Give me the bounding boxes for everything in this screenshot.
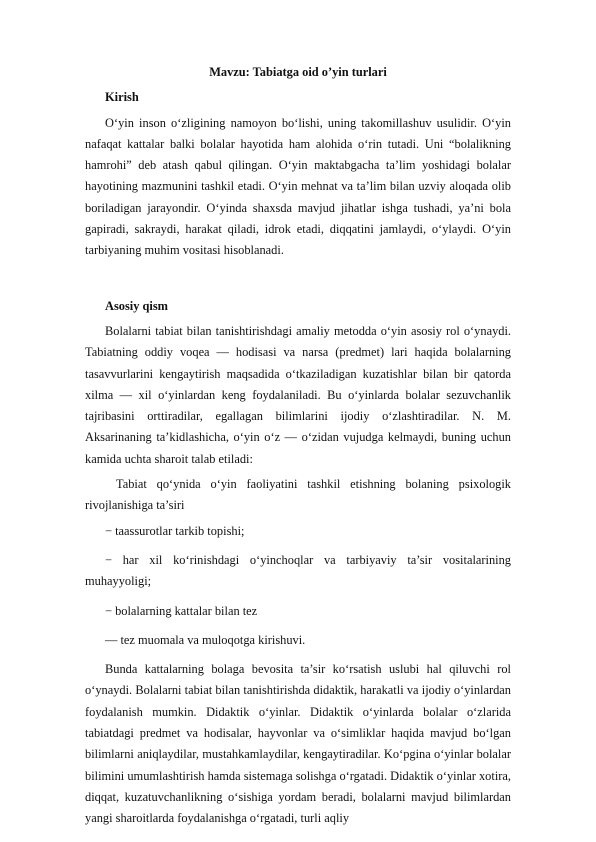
main-paragraph-2: Tabiat qo‘ynida o‘yin faoliyatini tashkil etishning bolaning psixologik rivojlanishiga ta’siri <box>85 477 511 513</box>
intro-paragraph: O‘yin inson o‘zligining namoyon bo‘lishi, uning takomillashuv usulidir. O‘yin nafaqat kattalar balki bolalar hayotida ham alohida o‘rin tutadi. Uni “bolalikning hamrohi” deb atash qabul qilingan. O‘yin maktabgacha ta’lim yoshidagi bolalar hayotining mazmunini tashkil etadi. O‘yin mehnat va ta’lim bilan uzviy aloqada olib boriladigan jarayondir. O‘yinda shaxsda mavjud jihatlar ishga tushadi, ya’ni bola gapiradi, sakraydi, harakat qiladi, idrok etadi, diqqatini jamlaydi, o‘ylaydi. O‘yin tarbiyaning muhim vositasi hisoblanadi. <box>85 115 511 258</box>
list-item: − har xil ko‘rinishdagi o‘yinchoqlar va tarbiyaviy ta’sir vositalarining muhayyoligi; <box>85 552 511 589</box>
list-item: − taassurotlar tarkib topishi; <box>105 523 245 538</box>
list-item: — tez muomala va muloqotga kirishuvi. <box>105 632 306 647</box>
main-heading: Asosiy qism <box>105 298 168 313</box>
intro-heading: Kirish <box>105 90 139 105</box>
main-paragraph-1: Bolalarni tabiat bilan tanishtirishdagi amaliy metodda o‘yin asosiy rol o‘ynaydi. Tabiatning oddiy voqea — hodisasi va narsa (predmet) lari haqida bolalarning tasavvurlarini kengaytirish maqsadida o‘tkaziladigan kuzatishlar bilan bir qatorda xilma — xil o‘yinlardan keng foydalaniladi. Bu o‘yinlarda bolalar sezuvchanlik tajribasini orttiradilar, egallagan bilimlarini ijodiy o‘zlashtiradilar. N. M. Aksarinaning ta’kidlashicha, o‘yin o‘z — o‘zidan vujudga kelmaydi, buning uchun kamida uchta sharoit talab etiladi: <box>85 323 511 466</box>
main-paragraph-3: Bunda kattalarning bolaga bevosita ta’sir ko‘rsatish uslubi hal qiluvchi rol o‘ynaydi. Bolalarni tabiat bilan tanishtirishda didaktik, harakatli va ijodiy o‘yinlardan foydalanish mumkin. Didaktik o‘yinlar. Didaktik o‘yinlarda bolalar o‘zlarida tabiatdagi predmet va hodisalar, hayvonlar va o‘simliklar haqida mavjud bo‘lgan bilimlarni aniqlaydilar, mustahkamlaydilar, kengaytiradilar. Ko‘pgina o‘yinlar bolalar bilimini umumlashtirish hamda sistemaga solishga o‘rgatadi. Didaktik o‘yinlar xotira, diqqat, kuzatuvchanlikning o‘sishiga yordam beradi, bolalarni mavjud bilimlardan yangi sharoitlarda foydalanishga o‘rgatadi, turli aqliy <box>85 662 511 826</box>
document-title: Mavzu: Tabiatga oid o’yin turlari <box>209 65 387 79</box>
list-item: − bolalarning kattalar bilan tez <box>105 603 258 618</box>
document-page <box>85 62 511 834</box>
